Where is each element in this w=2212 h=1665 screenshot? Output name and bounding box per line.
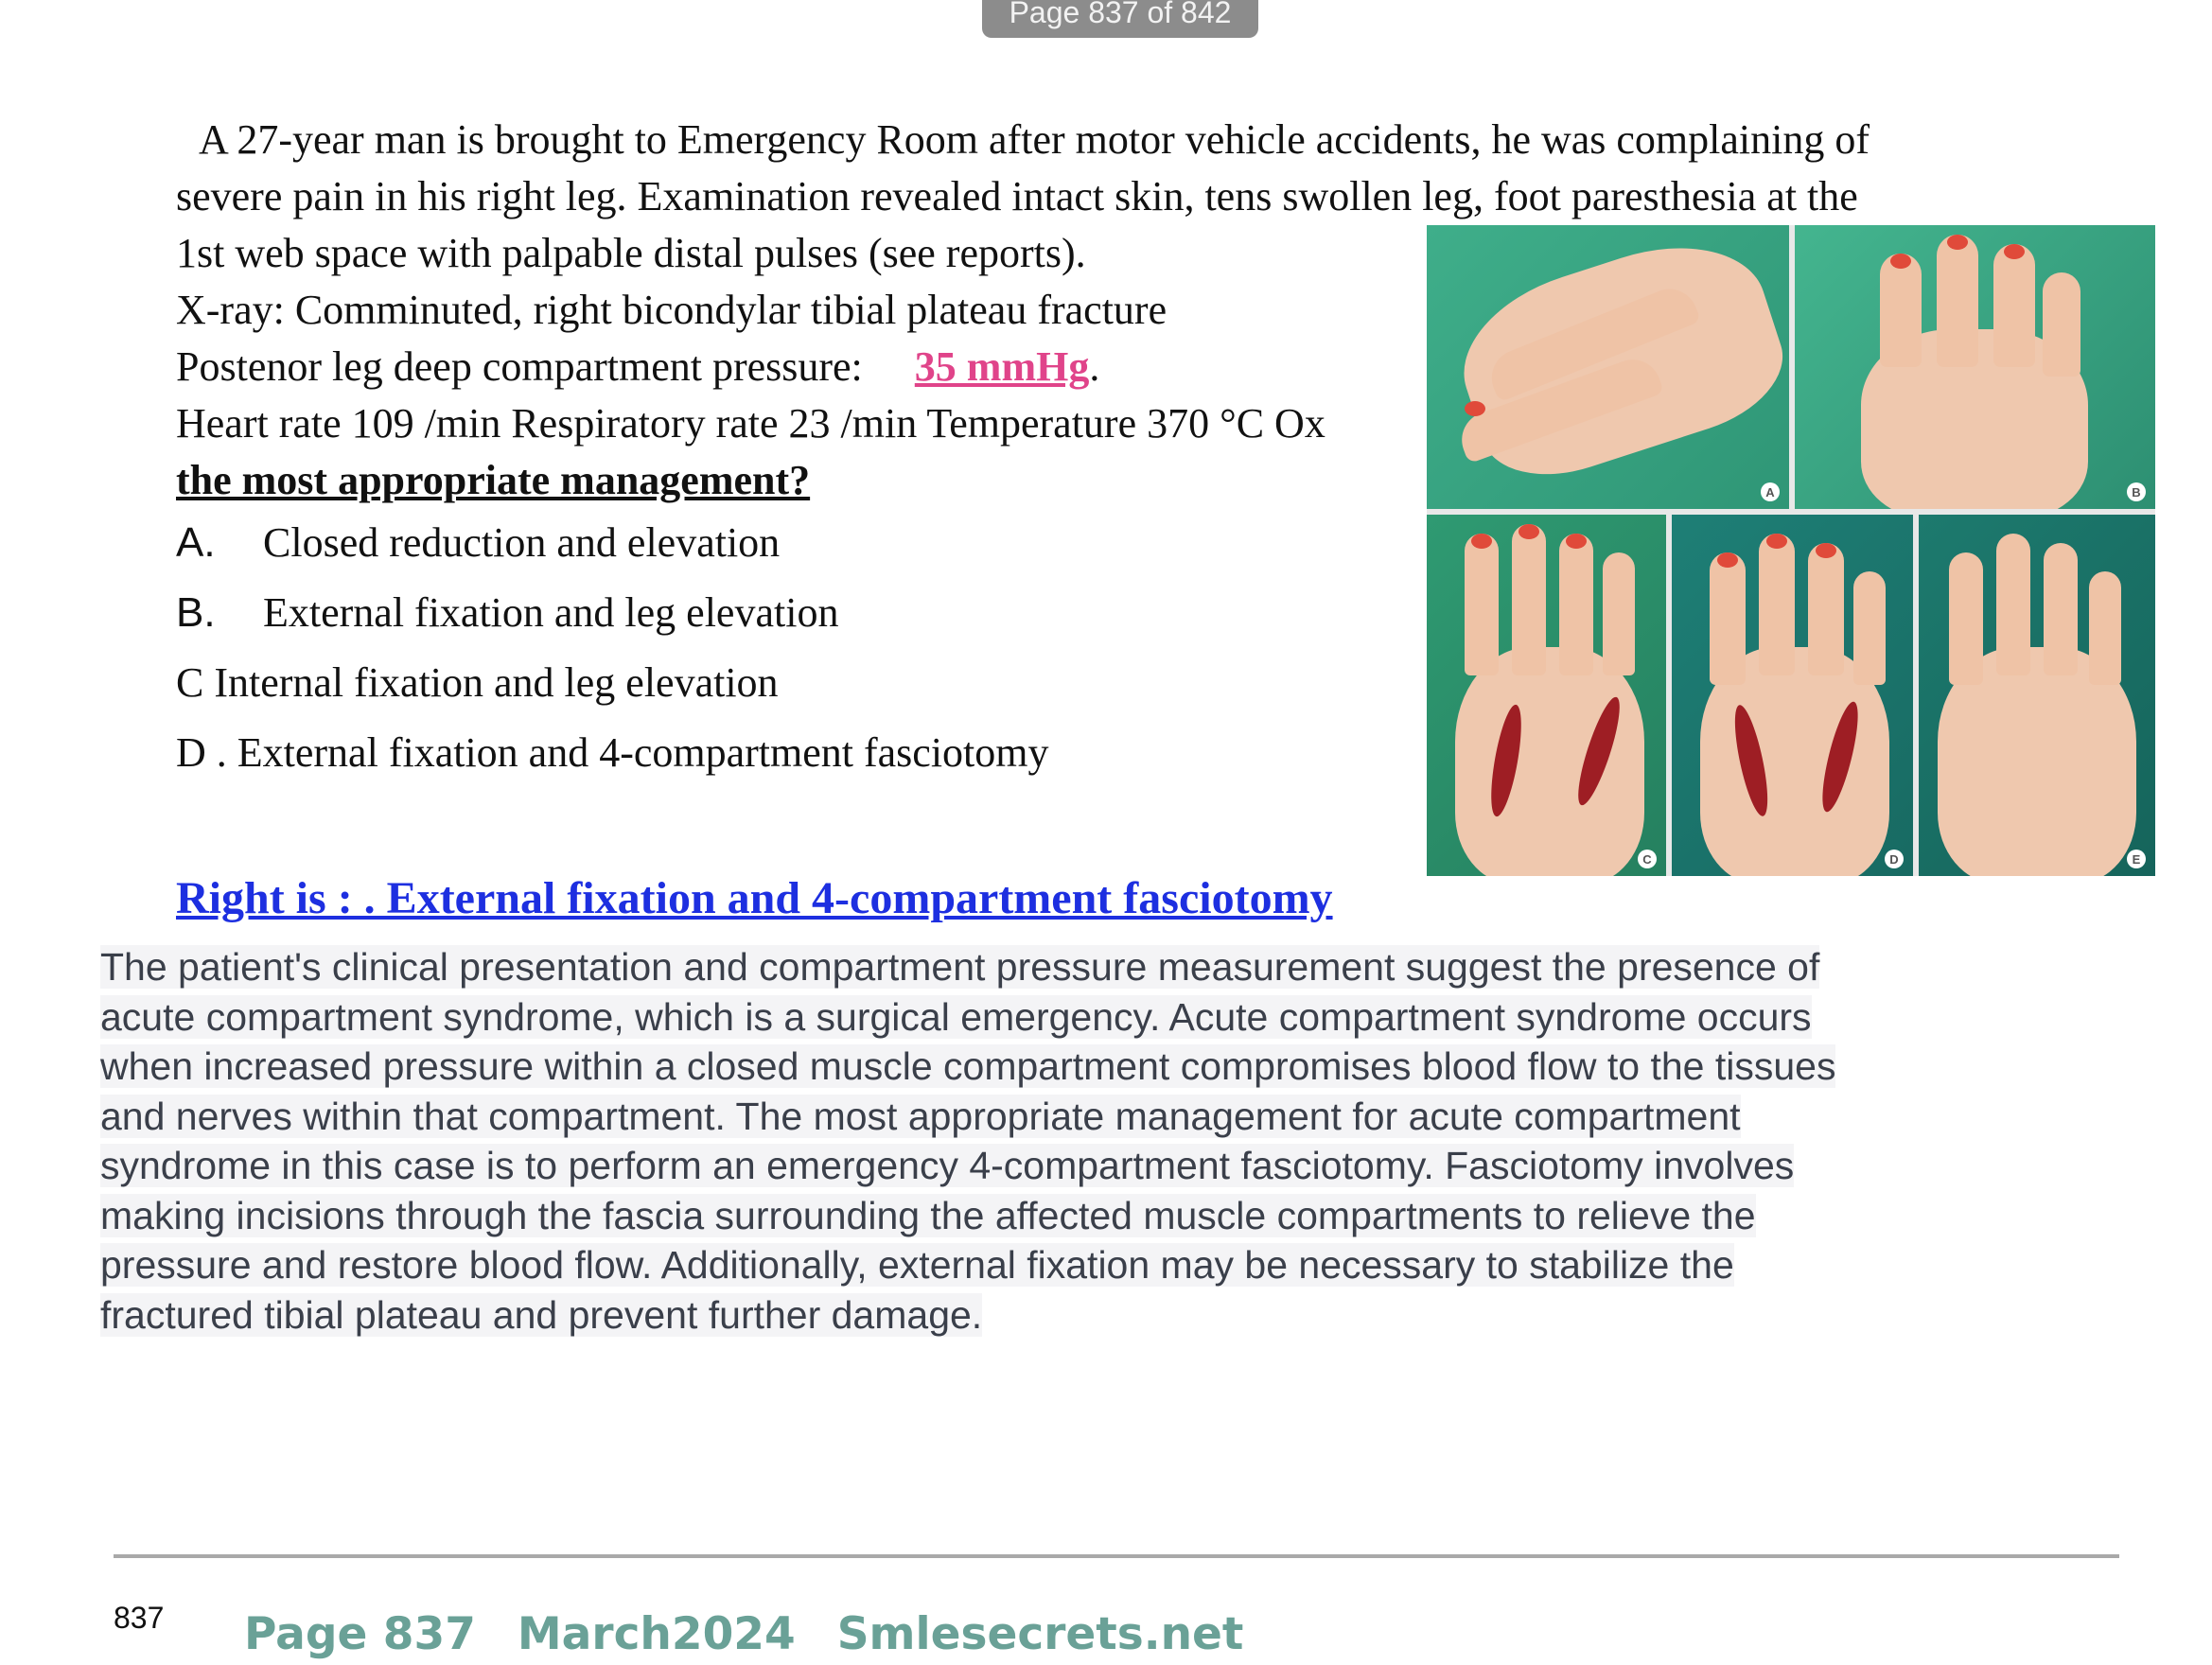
option-a-letter: A. — [176, 519, 216, 566]
option-a-text: Closed reduction and elevation — [263, 519, 781, 566]
xray-line: X-ray: Comminuted, right bicondylar tibial plateau fracture — [176, 287, 1167, 333]
photo-c — [1427, 515, 1666, 876]
explanation-line: fractured tibial plateau and prevent further damage. — [100, 1292, 983, 1337]
explanation-line: syndrome in this case is to perform an emergency 4-compartment fasciotomy. Fasciotomy involves — [100, 1144, 1795, 1187]
photo-badge-c: C — [1638, 850, 1657, 868]
option-c-text: C Internal fixation and leg elevation — [176, 659, 779, 706]
vitals-line: Heart rate 109 /min Respiratory rate 23 /min Temperature 370 °C Ox — [176, 400, 1325, 447]
explanation-line: when increased pressure within a closed muscle compartment compromises blood flow to the tissues — [100, 1044, 1836, 1088]
option-a[interactable] — [176, 518, 780, 567]
option-b-text: External fixation and leg elevation — [263, 589, 839, 636]
footer-page-label: Page 837 — [244, 1608, 476, 1660]
photo-b — [1795, 225, 2155, 509]
explanation-text — [100, 942, 1993, 1340]
question-line-3: 1st web space with palpable distal pulses (see reports). — [176, 230, 1086, 276]
explanation-line: making incisions through the fascia surrounding the affected muscle compartments to relieve the — [100, 1193, 1756, 1237]
footer-divider — [114, 1554, 2119, 1558]
pressure-label: Postenor leg deep compartment pressure: — [176, 343, 915, 390]
footer-site: Smlesecrets.net — [836, 1608, 1244, 1660]
page-indicator: Page 837 of 842 — [982, 0, 1258, 38]
footer-page-number: 837 — [114, 1601, 165, 1635]
option-d[interactable] — [176, 728, 1049, 777]
photo-badge-d: D — [1885, 850, 1904, 868]
photo-d — [1672, 515, 1913, 876]
option-c[interactable] — [176, 658, 779, 707]
footer-date: March2024 — [517, 1608, 796, 1660]
photo-e — [1919, 515, 2155, 876]
pressure-value[interactable]: 35 mmHg — [914, 343, 1090, 390]
explanation-line: pressure and restore blood flow. Additionally, external fixation may be necessary to stabilize the — [100, 1243, 1734, 1287]
option-b-letter: B. — [176, 589, 216, 636]
photo-badge-e: E — [2127, 850, 2146, 868]
explanation-line: The patient's clinical presentation and compartment pressure measurement suggest the presence of — [100, 945, 1820, 989]
photo-a — [1427, 225, 1789, 509]
explanation-line: acute compartment syndrome, which is a surgical emergency. Acute compartment syndrome occurs — [100, 994, 1812, 1039]
photo-badge-b: B — [2127, 482, 2146, 501]
pressure-end: . — [1089, 343, 1100, 390]
option-d-text: D . External fixation and 4-compartment fasciotomy — [176, 729, 1049, 776]
photo-badge-a: A — [1761, 482, 1780, 501]
question-prompt: the most appropriate management? — [176, 457, 811, 503]
footer-text — [244, 1608, 1285, 1660]
explanation-line: and nerves within that compartment. The most appropriate management for acute compartment — [100, 1094, 1741, 1138]
option-b[interactable] — [176, 588, 838, 637]
correct-answer[interactable]: Right is : . External fixation and 4-compartment fasciotomy — [176, 873, 1333, 923]
fasciotomy-photo-collage — [1427, 225, 2155, 876]
question-line-1: A 27-year man is brought to Emergency Room after motor vehicle accidents, he was complaining of — [199, 116, 1870, 163]
question-line-2: severe pain in his right leg. Examination revealed intact skin, tens swollen leg, foot paresthesia at the — [176, 173, 1858, 219]
